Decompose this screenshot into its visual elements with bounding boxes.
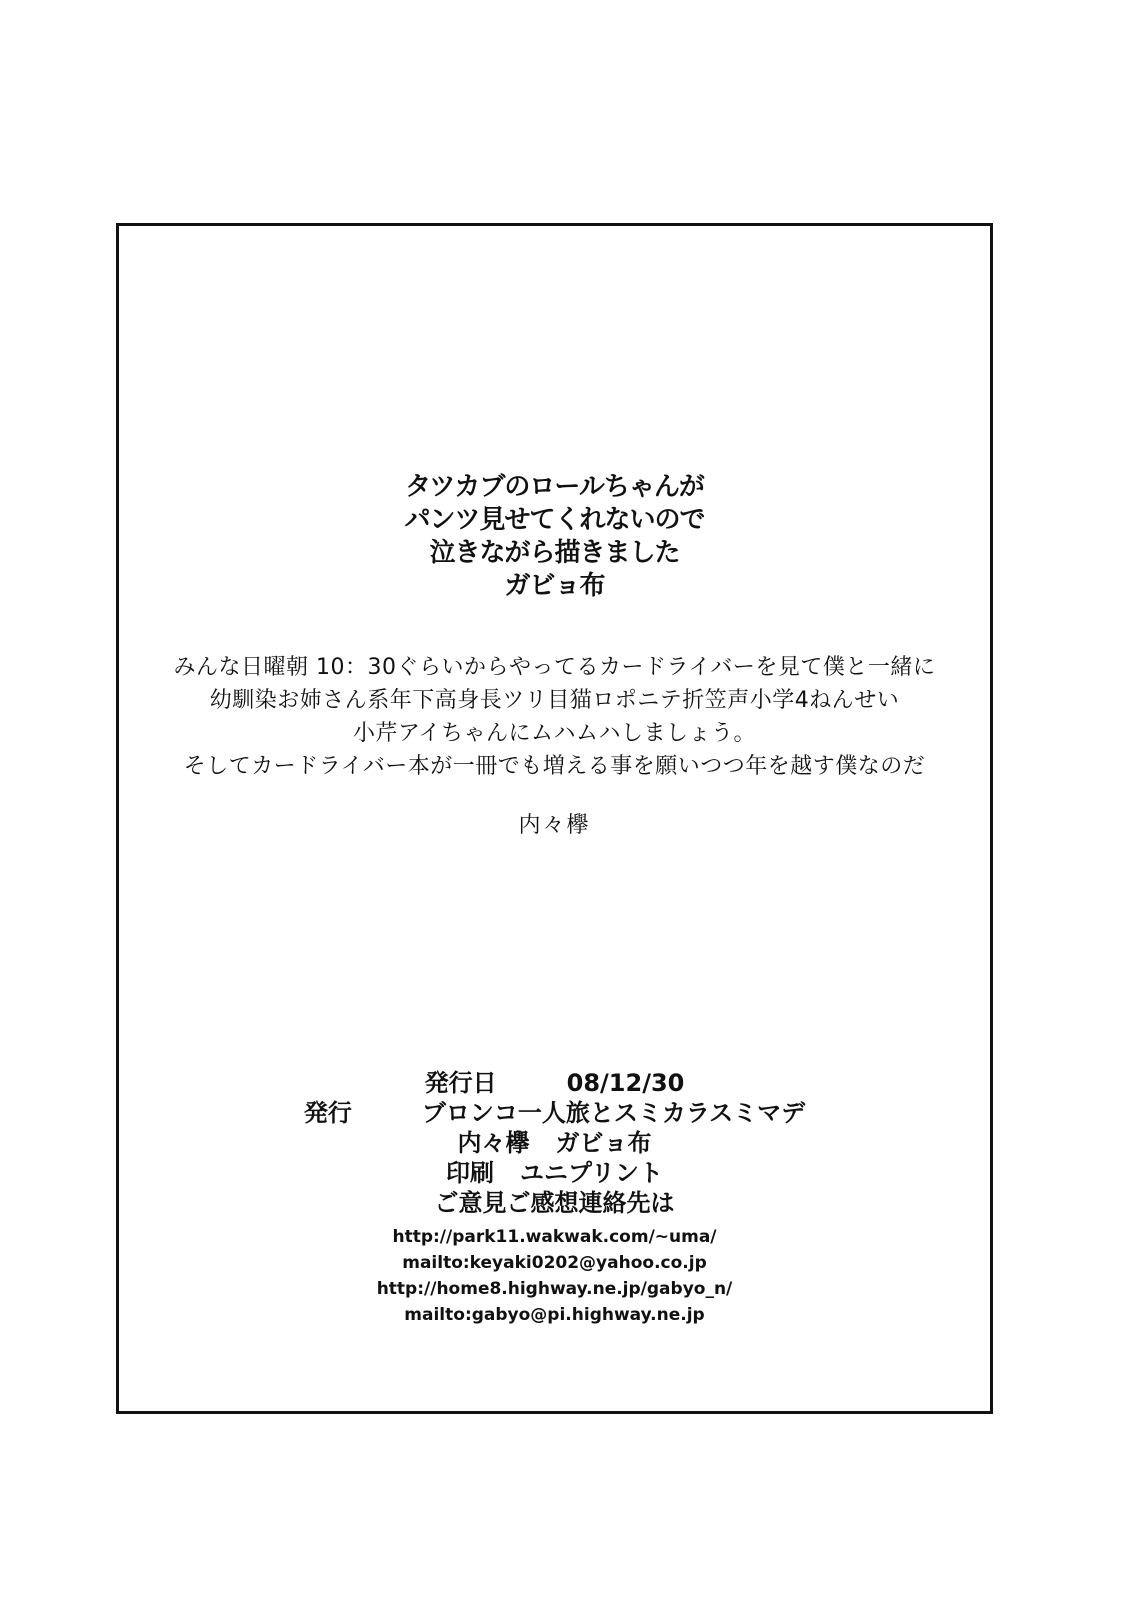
contact-block bbox=[119, 1224, 990, 1328]
title-line: タツカブのロールちゃんが bbox=[405, 472, 704, 502]
issue-date-value: 08/12/30 bbox=[566, 1069, 685, 1097]
colophon-block bbox=[119, 1068, 990, 1218]
message-block bbox=[119, 651, 990, 783]
publisher-row bbox=[119, 1098, 990, 1128]
title-credit: ガビョ布 bbox=[504, 571, 605, 601]
author-name: 内々欅 bbox=[457, 1129, 530, 1157]
printer-row bbox=[119, 1158, 990, 1188]
publisher-label: 発行 bbox=[303, 1099, 352, 1127]
contact-link[interactable]: mailto:keyaki0202@yahoo.co.jp bbox=[402, 1253, 707, 1273]
message-line: そしてカードライバー本が一冊でも増える事を願いつつ年を越す僕なのだ bbox=[183, 754, 926, 779]
printer-value: ユニプリント bbox=[519, 1159, 664, 1187]
contact-link[interactable]: mailto:gabyo@pi.highway.ne.jp bbox=[404, 1305, 705, 1325]
printer-label: 印刷 bbox=[445, 1159, 494, 1187]
message-line: 幼馴染お姉さん系年下高身長ツリ目猫ロポニテ折笠声小学4ねんせい bbox=[209, 688, 900, 713]
issue-date-row bbox=[119, 1068, 990, 1098]
title-block bbox=[119, 471, 990, 603]
contact-heading: ご意見ご感想連絡先は bbox=[434, 1189, 675, 1217]
issue-date-label: 発行日 bbox=[424, 1069, 497, 1097]
title-line: パンツ見せてくれないので bbox=[404, 505, 705, 535]
contact-link[interactable]: http://park11.wakwak.com/~uma/ bbox=[392, 1227, 717, 1247]
message-line: 小芹アイちゃんにムハムハしましょう。 bbox=[352, 721, 757, 746]
author-name: ガビョ布 bbox=[555, 1129, 652, 1157]
signature: 内々欅 bbox=[518, 813, 591, 838]
message-line: みんな日曜朝 10：30ぐらいからやってるカードライバーを見て僕と一緒に bbox=[173, 655, 936, 680]
publisher-value: ブロンコ一人旅とスミカラスミマデ bbox=[421, 1099, 806, 1127]
authors-row bbox=[119, 1128, 990, 1158]
contact-link[interactable]: http://home8.highway.ne.jp/gabyo_n/ bbox=[376, 1279, 733, 1299]
page-frame bbox=[116, 223, 993, 1414]
title-line: 泣きながら描きました bbox=[429, 538, 680, 568]
